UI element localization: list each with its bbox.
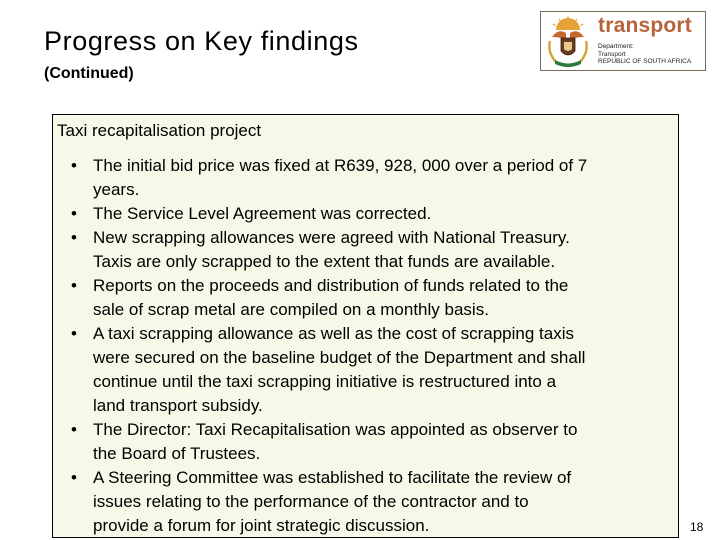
logo-department-text: Department: Transport REPUBLIC OF SOUTH AFRICA	[598, 43, 692, 65]
list-item-line: A taxi scrapping allowance as well as the cost of scrapping taxis	[93, 324, 574, 343]
list-item-line: The initial bid price was fixed at R639, 928, 000 over a period of 7	[93, 156, 588, 175]
list-item	[53, 154, 587, 202]
list-item-line: The Director: Taxi Recapitalisation was appointed as observer to	[93, 420, 578, 439]
page-title: Progress on Key findings	[44, 26, 359, 56]
bullet-icon: •	[71, 324, 77, 343]
bullet-icon: •	[71, 156, 77, 175]
bullet-icon: •	[71, 420, 77, 439]
logo-brand-text: transport	[598, 14, 692, 37]
list-item-line: continue until the taxi scrapping initiative is restructured into a	[93, 372, 557, 391]
list-item-line: sale of scrap metal are compiled on a monthly basis.	[93, 300, 489, 319]
list-item-line: The Service Level Agreement was corrected.	[93, 204, 432, 223]
list-item-line: the Board of Trustees.	[93, 444, 261, 463]
list-item	[53, 466, 587, 538]
list-item	[53, 322, 587, 418]
list-item-line: New scrapping allowances were agreed with National Treasury.	[93, 228, 570, 247]
bullet-icon: •	[71, 276, 77, 295]
bullet-icon: •	[71, 228, 77, 247]
bullet-icon: •	[71, 204, 77, 223]
list-item-line: years.	[93, 180, 140, 199]
page-subtitle: (Continued)	[44, 65, 134, 82]
list-item-line: issues relating to the performance of the contractor and to	[93, 492, 529, 511]
list-item-line: land transport subsidy.	[93, 396, 263, 415]
list-item-line: A Steering Committee was established to facilitate the review of	[93, 468, 572, 487]
list-item-line: Reports on the proceeds and distribution of funds related to the	[93, 276, 569, 295]
findings-box	[52, 114, 679, 538]
page-number: 18	[690, 520, 704, 534]
list-item	[53, 274, 587, 322]
department-logo	[540, 11, 706, 71]
list-item-line: were secured on the baseline budget of the Department and shall	[93, 348, 586, 367]
list-item-line: Taxis are only scrapped to the extent that funds are available.	[93, 252, 556, 271]
list-item	[53, 418, 587, 466]
list-item-line: provide a forum for joint strategic discussion.	[93, 516, 430, 535]
bullet-icon: •	[71, 468, 77, 487]
findings-list	[53, 154, 587, 538]
list-item	[53, 226, 587, 274]
section-heading: Taxi recapitalisation project	[57, 121, 262, 140]
list-item	[53, 202, 587, 226]
coat-of-arms-icon	[544, 15, 592, 68]
